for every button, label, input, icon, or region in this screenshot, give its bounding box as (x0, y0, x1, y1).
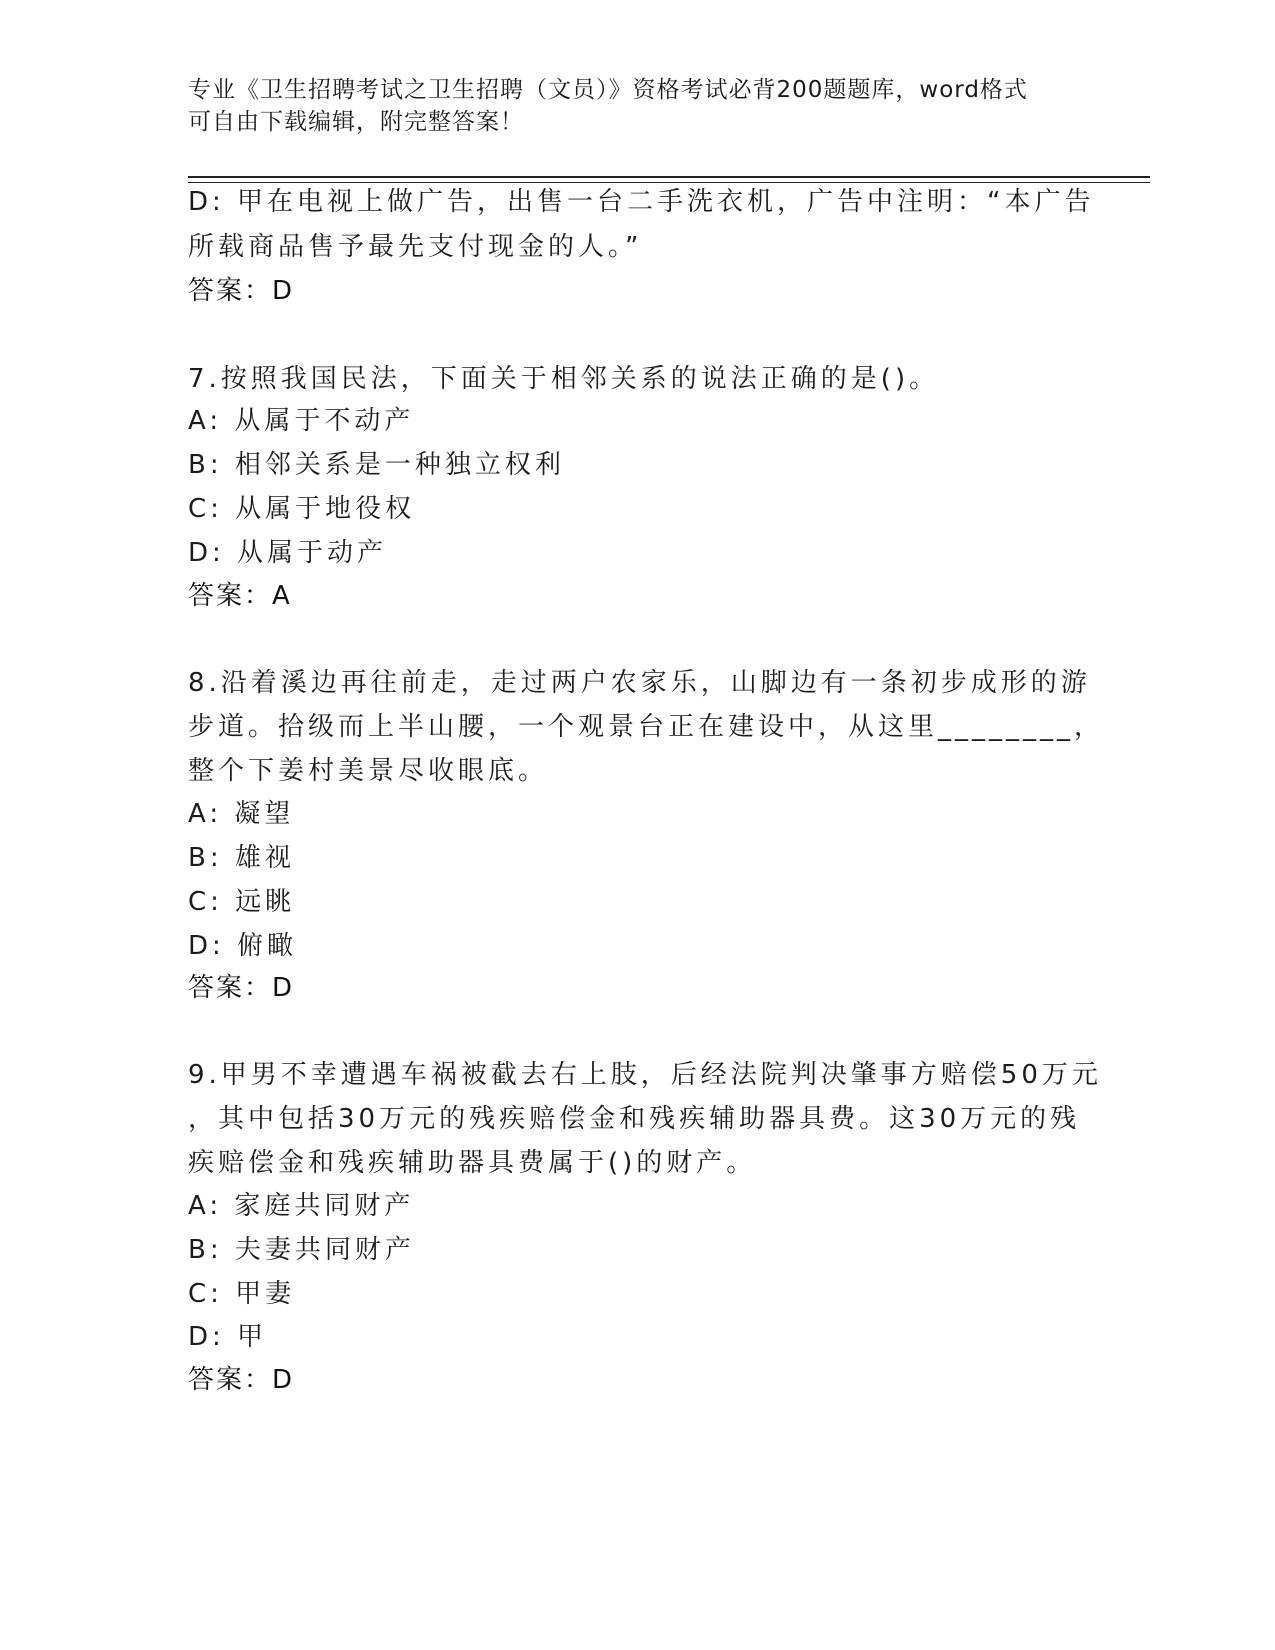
q8-stem-line-1: 8.沿着溪边再往前走，走过两户农家乐，山脚边有一条初步成形的游 (188, 668, 1091, 698)
q9-stem-line-3: 疾赔偿金和残疾辅助器具费属于()的财产。 (188, 1148, 757, 1178)
q8-option-b: B: 雄视 (188, 843, 295, 873)
header-line-2: 可自由下载编辑，附完整答案！ (188, 109, 524, 135)
q7-answer: 答案：A (188, 581, 292, 611)
q7-option-c: C: 从属于地役权 (188, 494, 416, 524)
q8-option-d: D: 俯瞰 (188, 931, 298, 961)
q9-option-d: D: 甲 (188, 1322, 268, 1352)
q8-stem-line-2: 步道。拾级而上半山腰，一个观景台正在建设中，从这里________， (188, 712, 1105, 742)
q9-stem-line-1: 9.甲男不幸遭遇车祸被截去右上肢，后经法院判决肇事方赔偿50万元 (188, 1060, 1102, 1090)
q8-stem-line-3: 整个下姜村美景尽收眼底。 (188, 756, 549, 786)
q9-option-b: B: 夫妻共同财产 (188, 1235, 415, 1265)
q8-option-a: A: 凝望 (188, 799, 295, 829)
q9-option-c: C: 甲妻 (188, 1279, 296, 1309)
header-divider-thin (188, 182, 1150, 183)
document-header (188, 74, 1088, 138)
prev-answer: 答案：D (188, 276, 295, 306)
prev-option-d-line-1: D: 甲在电视上做广告，出售一台二手洗衣机，广告中注明：“本广告 (188, 187, 1095, 217)
q7-option-a: A: 从属于不动产 (188, 406, 415, 436)
q9-stem-line-2: ，其中包括30万元的残疾赔偿金和残疾辅助器具费。这30万元的残 (188, 1104, 1081, 1134)
q9-answer: 答案：D (188, 1365, 295, 1395)
q7-option-d: D: 从属于动产 (188, 538, 388, 568)
header-line-1: 专业《卫生招聘考试之卫生招聘（文员）》资格考试必背200题题库，word格式 (188, 77, 1028, 103)
header-divider (188, 176, 1150, 178)
q9-option-a: A: 家庭共同财产 (188, 1191, 415, 1221)
q8-answer: 答案：D (188, 973, 295, 1003)
q8-option-c: C: 远眺 (188, 887, 296, 917)
q7-stem: 7.按照我国民法，下面关于相邻关系的说法正确的是()。 (188, 364, 940, 394)
q7-option-b: B: 相邻关系是一种独立权利 (188, 450, 565, 480)
prev-option-d-line-2: 所载商品售予最先支付现金的人。” (188, 232, 643, 262)
